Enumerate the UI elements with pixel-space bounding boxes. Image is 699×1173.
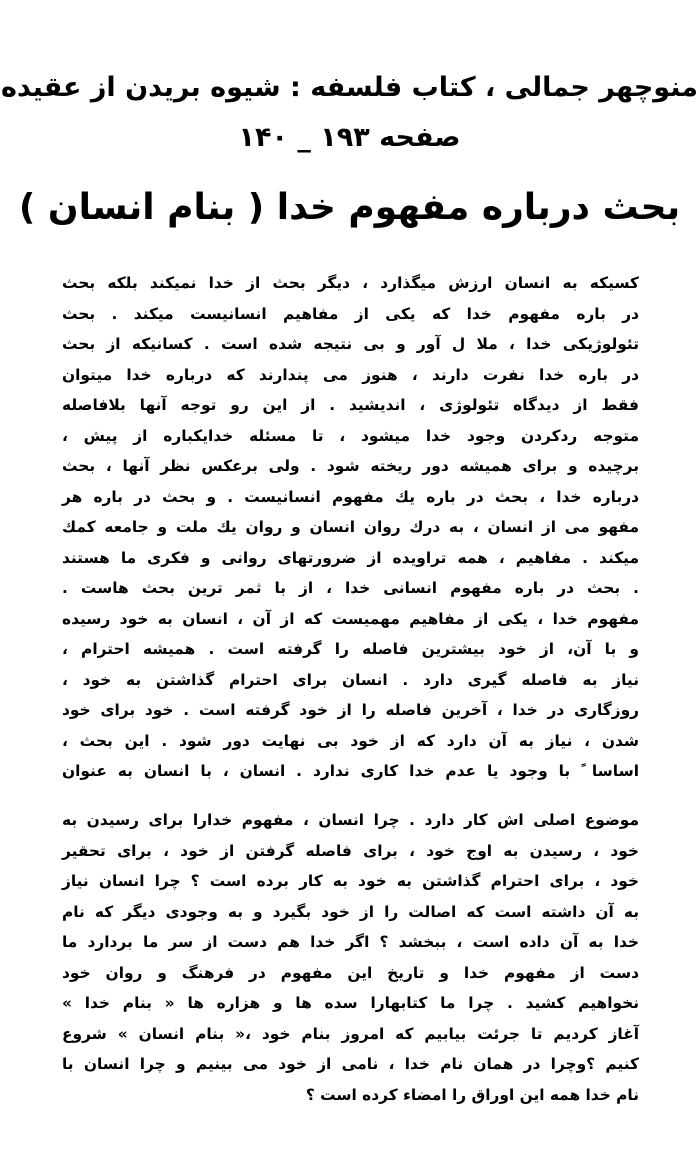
paragraph-1 [62,268,639,787]
text-line: متوجه ردکردن وجود خدا میشود ، تا مسئله خدایکباره از پیش ، [62,426,639,445]
text-line: دست از مفهوم خدا و تاریخ این مفهوم در فرهنگ و روان خود [62,963,639,982]
text-line: در باره خدا نفرت دارند ، هنوز می پندارند که درباره خدا میتوان [62,365,639,384]
text-line: و با آن، از خود بیشترین فاصله را گرفته است . همیشه احترام ، [62,640,639,658]
text-line: شدن ، نیاز به آن دارد که از خود بی نهایت دور شود . این بحث ، [62,731,639,750]
page-range-heading: صفحه ۱۹۳ _ ۱۴۰ [238,122,461,153]
text-line: به آن داشته است که اصالت را از خود بگیرد و به وجودی دیگر که نام [62,902,639,921]
text-line: فقط از دیدگاه تئولوژی ، اندیشید . از این رو توجه آنها بلافاصله [62,396,639,414]
section-title: بحث درباره مفهوم خدا ( بنام انسان ) [18,187,681,228]
text-line: نیاز به فاصله گیری دارد . انسان برای احترام گذاشتن به خود ، [62,670,639,689]
text-line: درباره خدا ، بحث در باره یك مفهوم انسانیست . و بحث در باره هر [62,487,639,506]
text-line: روزگاری در خدا ، آخرین فاصله را از خود گرفته است . خود برای خود [62,701,639,719]
text-line: موضوع اصلی اش کار دارد . چرا انسان ، مفهوم خدارا برای رسیدن به [62,811,639,829]
text-line: میکند . مفاهیم ، همه تراویده از ضرورتهای روانی و فکری ما هستند [62,548,639,567]
text-line: کسیکه به انسان ارزش میگذارد ، دیگر بحث از خدا نمیکند بلکه بحث [62,274,639,292]
paragraph-2 [62,805,639,1110]
text-line: خدا به آن داده است ، ببخشد ؟ اگر خدا هم دست از سر ما بردارد ما [62,933,639,951]
text-line: در باره مفهوم خدا که یکی از مفاهیم انسانیست میکند . بحث [62,304,639,323]
text-line: مفهو می از انسان ، به درك روان انسان و روان یك ملت و جامعه کمك [62,518,639,536]
text-line: مفهوم خدا ، یکی از مفاهیم مهمیست که از آن ، انسان به خود رسیده [62,609,639,628]
text-line: اساسا ً با وجود یا عدم خدا کاری ندارد . انسان ، با انسان به عنوان [62,762,639,780]
text-line: تئولوژیکی خدا ، ملا ل آور و بی نتیجه شده است . کسانیکه از بحث [62,335,639,353]
text-line: آغاز کردیم تا جرئت بیابیم که امروز بنام خود ،« بنام انسان » شروع [62,1024,639,1043]
text-line: خود ، رسیدن به اوج خود ، برای فاصله گرفتن از خود ، برای تحقیر [62,841,639,860]
text-line: خود ، برای احترام گذاشتن به خود به کار برده است ؟ چرا انسان نیاز [62,872,639,890]
text-line: برچیده و برای همیشه دور ریخته شود . ولی برعکس نظر آنها ، بحث [62,457,639,475]
text-line: کنیم ؟وچرا در همان نام خدا ، نامی از خود می بینیم و چرا انسان با [62,1055,639,1073]
text-line: نام خدا همه این اوراق را امضاء کرده است ؟ [305,1085,639,1104]
author-book-heading: منوچهر جمالی ، کتاب فلسفه : شیوه بریدن از عقیده [1,72,698,103]
text-line: . بحث در باره مفهوم انسانی خدا ، از با ثمر ترین بحث هاست . [62,579,639,597]
text-line: نخواهیم کشید . چرا ما کتابهارا سده ها و هزاره ها « بنام خدا » [62,994,639,1012]
